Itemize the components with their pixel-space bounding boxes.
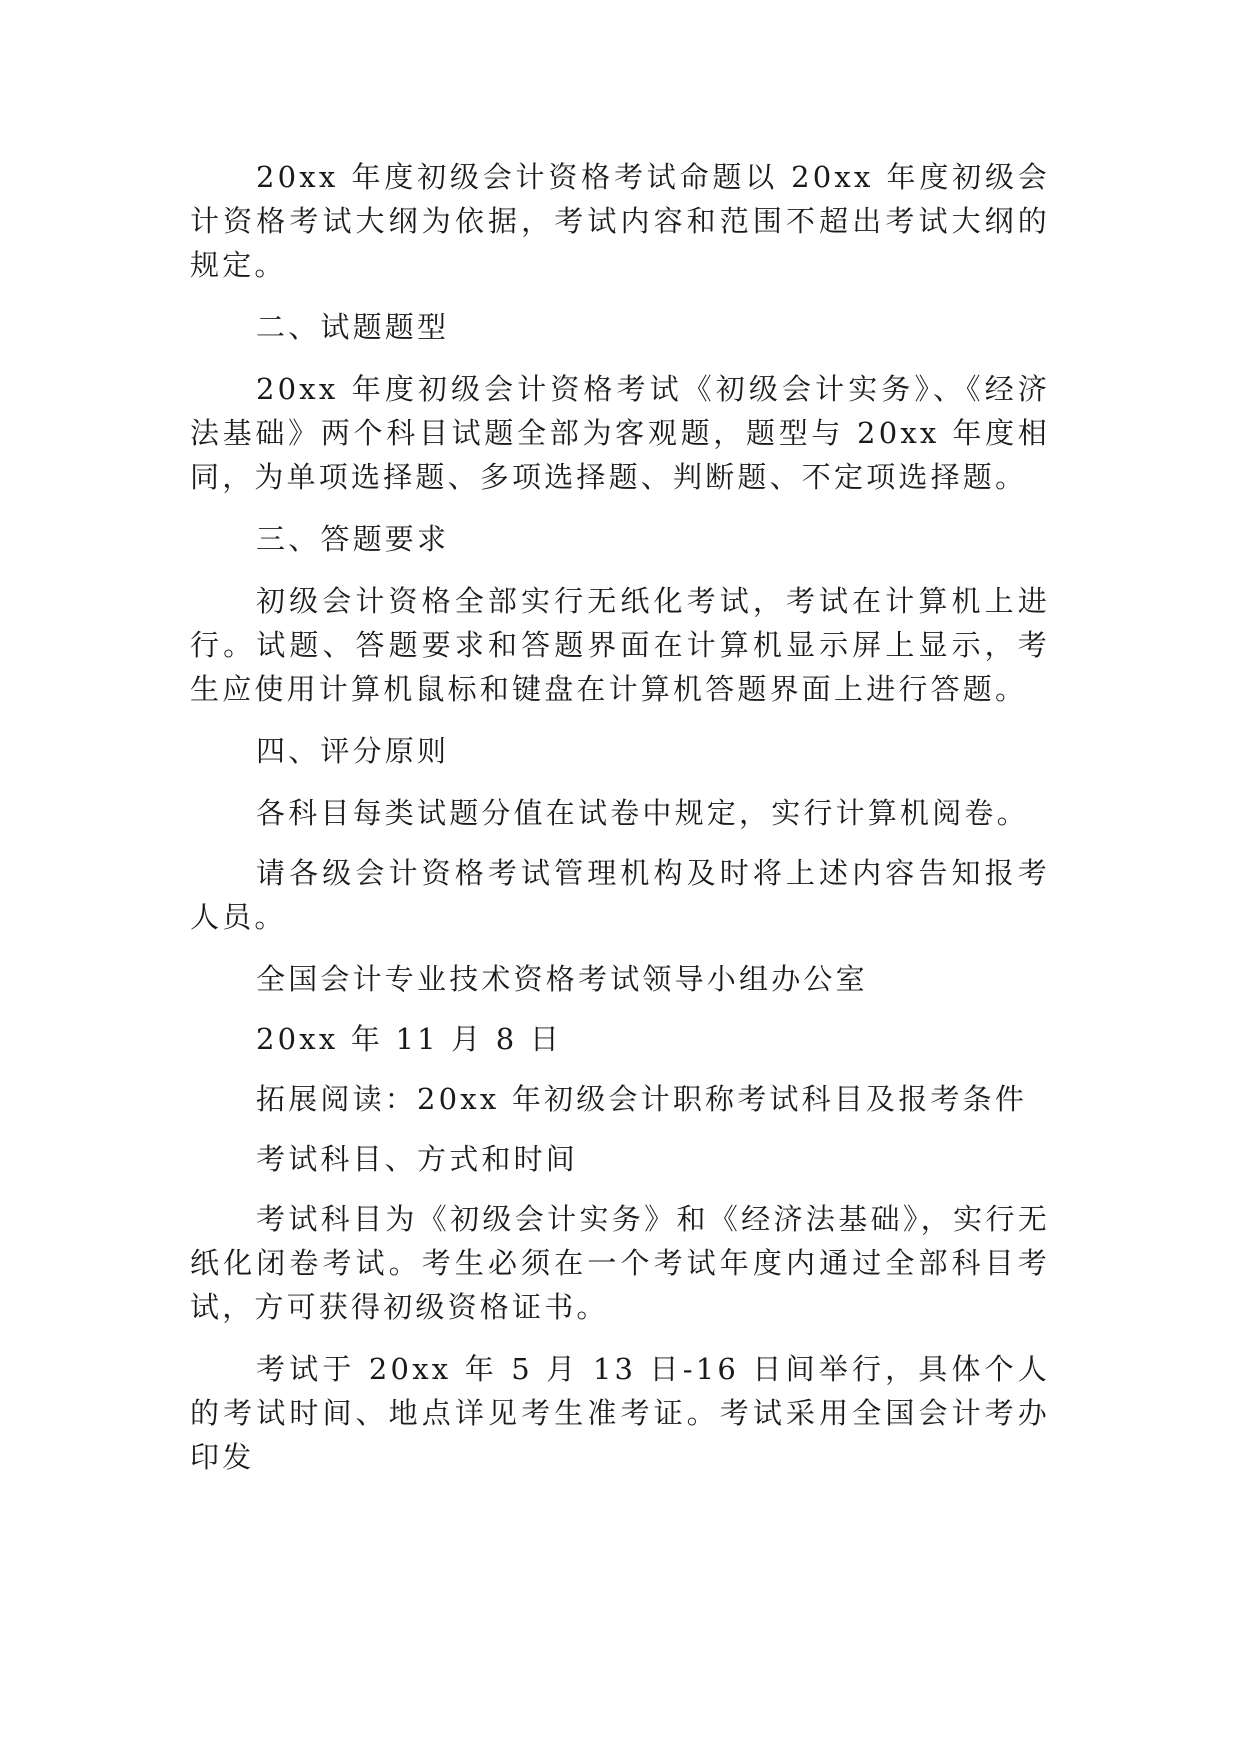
extended-reading-title: 拓展阅读：20xx 年初级会计职称考试科目及报考条件: [256, 1082, 1028, 1116]
paragraph-scoring-principles: 各科目每类试题分值在试卷中规定，实行计算机阅卷。: [256, 796, 1029, 830]
paragraph-exam-subjects: 考试科目为《初级会计实务》和《经济法基础》，实行无纸化闭卷考试。考生必须在一个考试年度内通过全部科目考试，方可获得初级资格证书。: [190, 1202, 1050, 1324]
document-body: [190, 155, 1050, 1497]
paragraph-answer-requirements: 初级会计资格全部实行无纸化考试，考试在计算机上进行。试题、答题要求和答题界面在计算机显示屏上显示，考生应使用计算机鼠标和键盘在计算机答题界面上进行答题。: [190, 584, 1050, 706]
paragraph-question-types: 20xx 年度初级会计资格考试《初级会计实务》、《经济法基础》两个科目试题全部为客观题，题型与 20xx 年度相同，为单项选择题、多项选择题、判断题、不定项选择题。: [190, 372, 1050, 494]
heading-subjects-method-time: 考试科目、方式和时间: [256, 1142, 579, 1176]
heading-answer-requirements: 三、答题要求: [256, 522, 450, 556]
issue-date: 20xx 年 11 月 8 日: [256, 1022, 563, 1056]
paragraph-notify-candidates: 请各级会计资格考试管理机构及时将上述内容告知报考人员。: [190, 856, 1050, 934]
paragraph-exam-basis: 20xx 年度初级会计资格考试命题以 20xx 年度初级会计资格考试大纲为依据，考试内容和范围不超出考试大纲的规定。: [190, 160, 1050, 282]
issuing-office: 全国会计专业技术资格考试领导小组办公室: [256, 962, 868, 996]
heading-question-types: 二、试题题型: [256, 310, 450, 344]
heading-scoring-principles: 四、评分原则: [256, 734, 450, 768]
paragraph-exam-schedule: 考试于 20xx 年 5 月 13 日-16 日间举行，具体个人的考试时间、地点详见考生准考证。考试采用全国会计考办印发: [190, 1352, 1050, 1474]
